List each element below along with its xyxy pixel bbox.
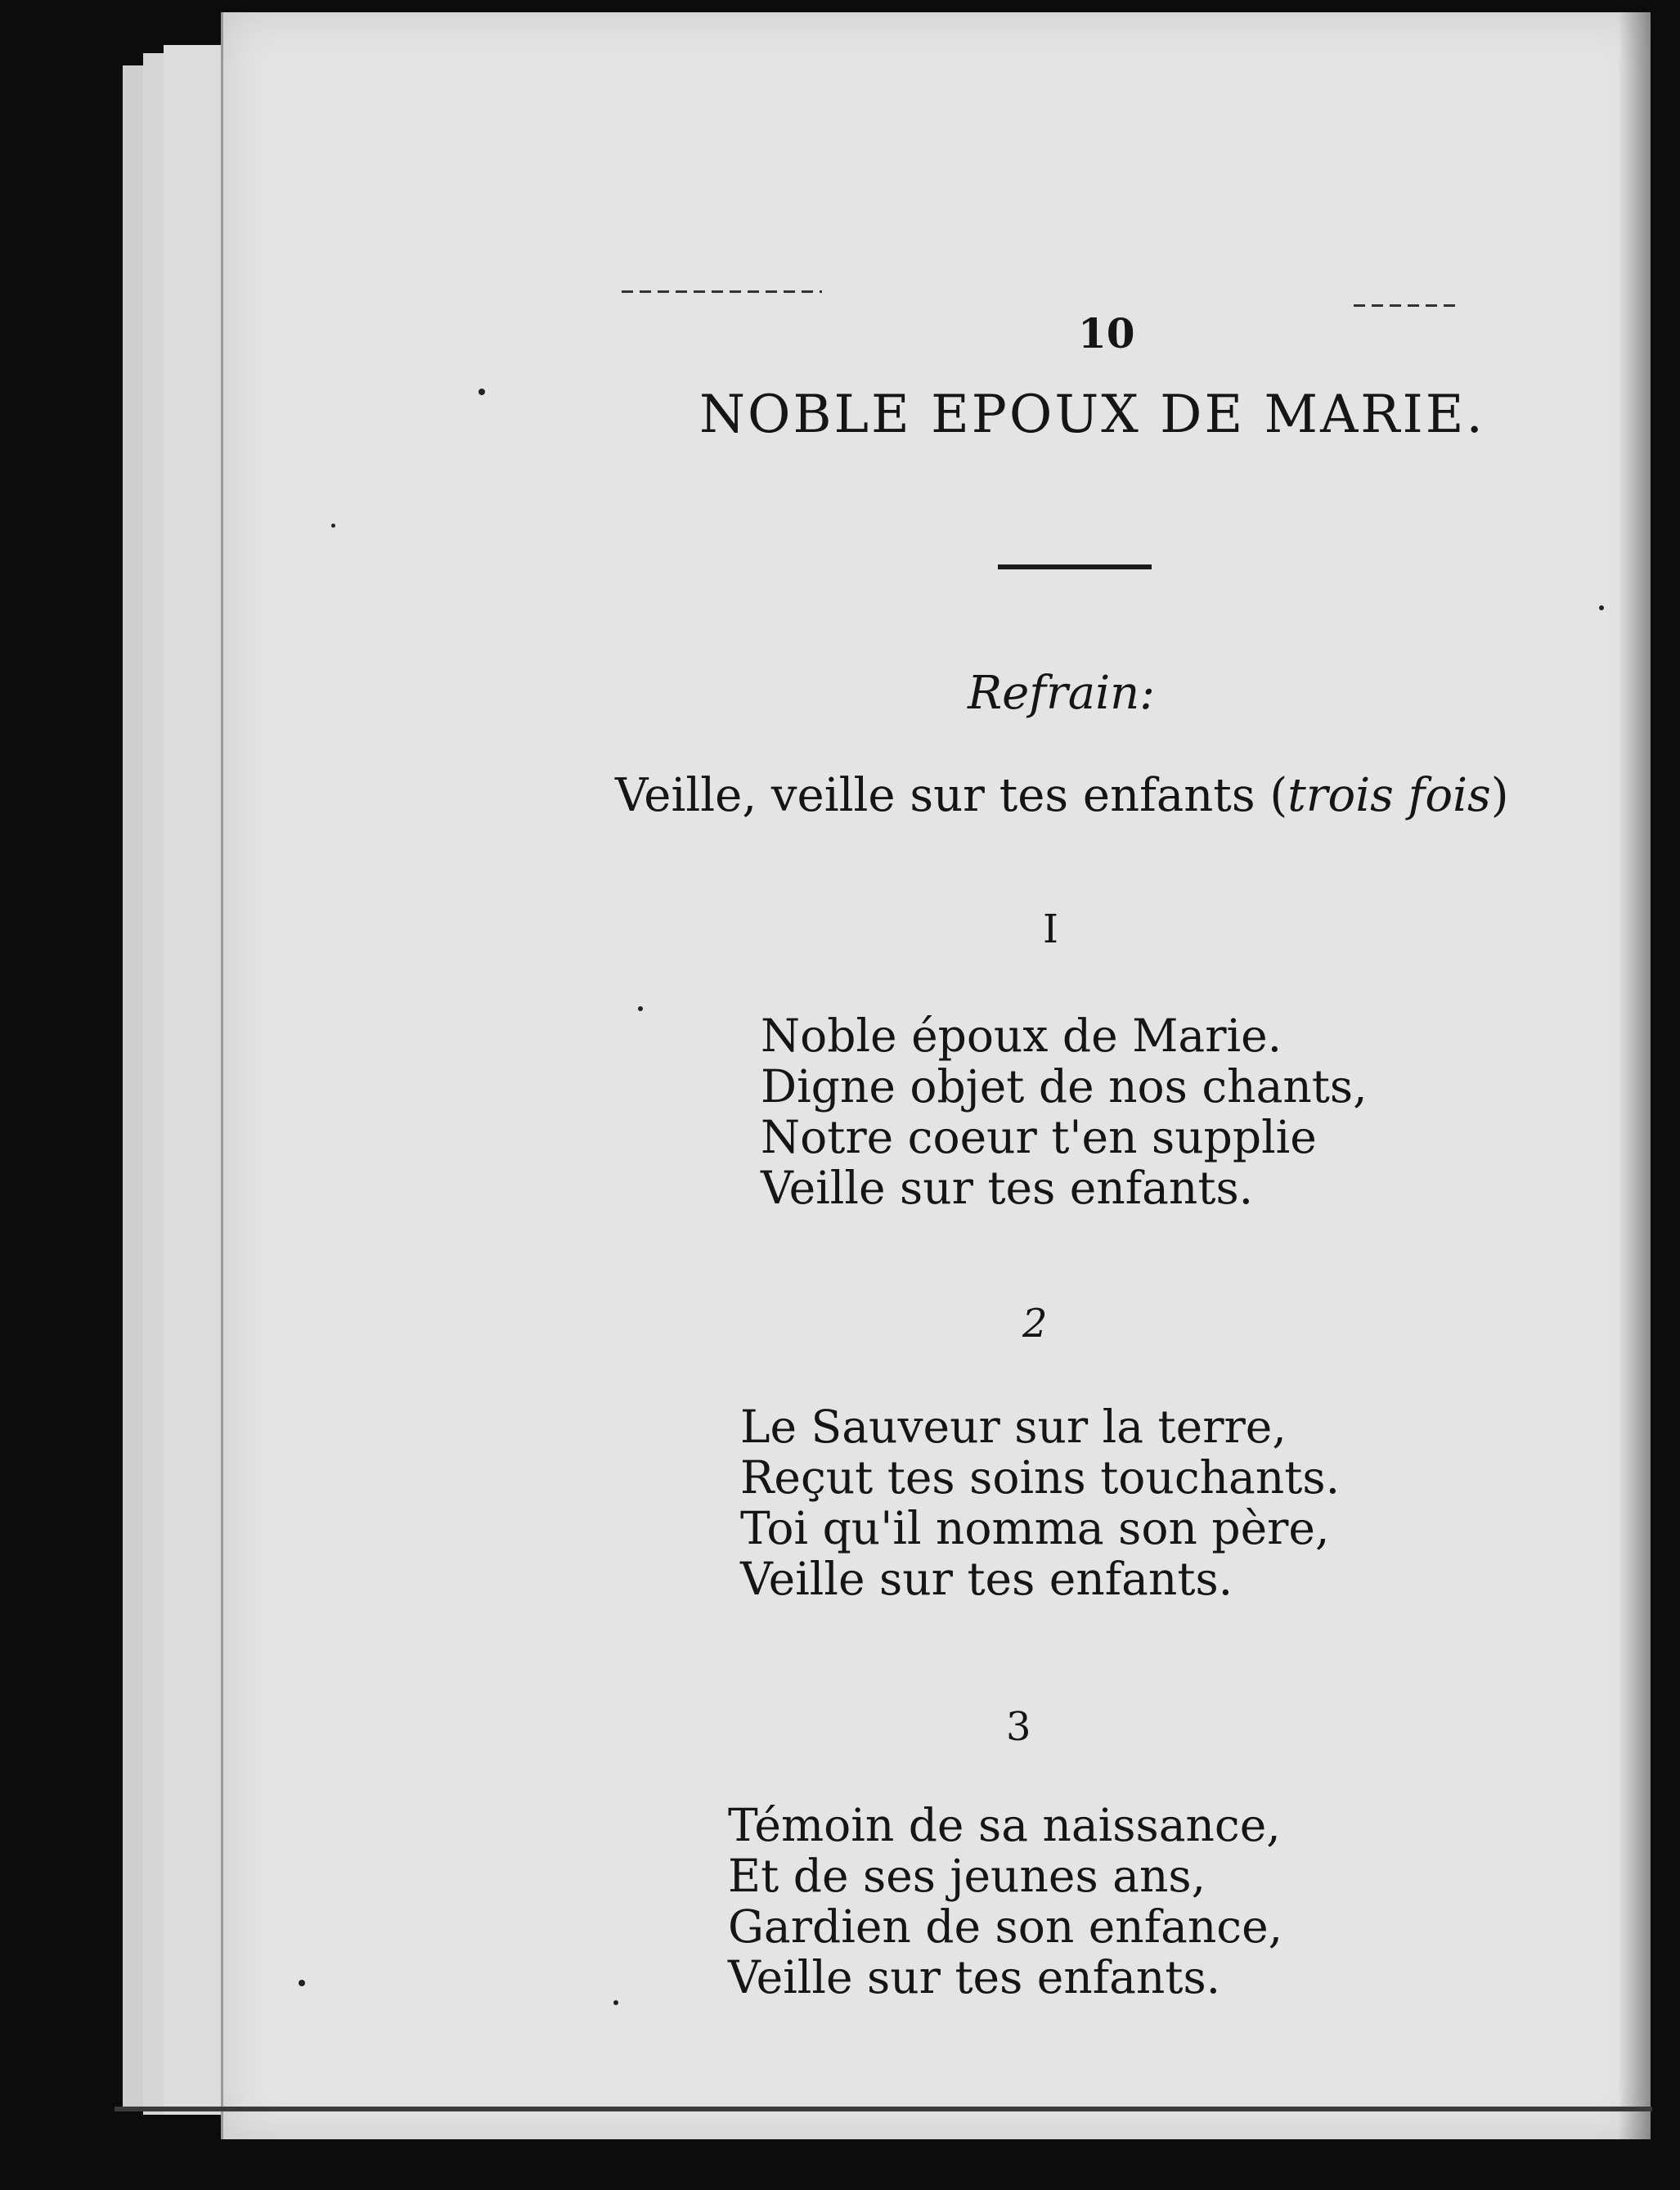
stanza [740, 1401, 1340, 1604]
ink-speck [478, 389, 485, 395]
page-number: 10 [1078, 309, 1135, 358]
ink-speck [299, 1980, 305, 1986]
verse-line: Noble époux de Marie. [761, 1010, 1282, 1062]
title-rule [998, 564, 1152, 569]
verse-number: I [1043, 906, 1058, 952]
refrain-repeat-note: trois fois [1287, 769, 1491, 822]
verse-line: Le Sauveur sur la terre, [740, 1401, 1287, 1453]
page-shadow [1618, 12, 1651, 2139]
verse-line: Digne objet de nos chants, [761, 1060, 1368, 1113]
verse-line: Et de ses jeunes ans, [728, 1850, 1206, 1902]
verse-number: 2 [1022, 1301, 1048, 1347]
page-title: NOBLE EPOUX DE MARIE. [699, 384, 1485, 445]
page-bottom-edge [115, 2107, 1652, 2111]
verse-line: Toi qu'il nomma son père, [740, 1502, 1330, 1554]
stanza [761, 1010, 1368, 1213]
stanza [728, 1800, 1282, 2003]
ink-mark [622, 290, 822, 293]
verse-line: Reçut tes soins touchants. [740, 1451, 1341, 1504]
verse-line: Gardien de son enfance, [728, 1900, 1283, 1953]
verse-line: Notre coeur t'en supplie [761, 1111, 1317, 1163]
refrain-close: ) [1490, 769, 1509, 822]
verse-number: 3 [1006, 1704, 1031, 1750]
refrain-line [615, 769, 1509, 822]
verse-line: Veille sur tes enfants. [740, 1553, 1233, 1605]
ink-speck [613, 2000, 618, 2005]
ink-speck [331, 524, 335, 528]
ink-mark [1354, 304, 1460, 307]
ink-speck [1599, 605, 1604, 610]
ink-speck [638, 1006, 643, 1011]
refrain-text: Veille, veille sur tes enfants ( [615, 769, 1288, 822]
verse-line: Témoin de sa naissance, [728, 1799, 1281, 1851]
refrain-label: Refrain: [968, 667, 1156, 720]
verse-line: Veille sur tes enfants. [728, 1951, 1221, 2003]
verse-line: Veille sur tes enfants. [761, 1162, 1254, 1214]
